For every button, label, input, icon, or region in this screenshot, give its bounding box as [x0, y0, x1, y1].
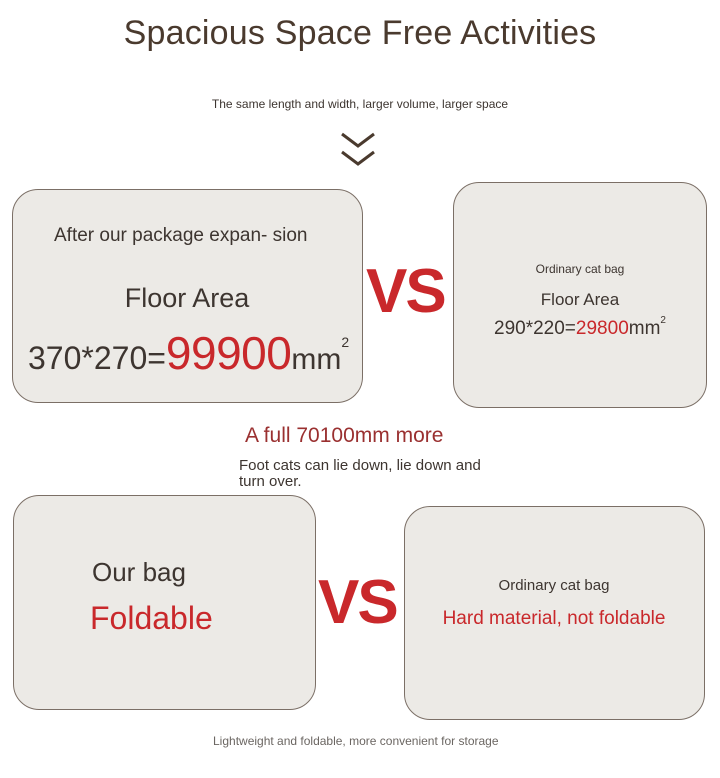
- page-subtitle: The same length and width, larger volume, larger space: [211, 97, 509, 111]
- formula-value: 99900: [165, 327, 292, 379]
- our-bag-floor-area-heading: Floor Area: [124, 283, 250, 313]
- formula-prefix: 290*220=: [494, 318, 576, 339]
- bottom-note: Lightweight and foldable, more convenient for storage: [213, 734, 499, 748]
- double-chevron-down-icon: [338, 130, 378, 172]
- ordinary-bag-hard-feature: Hard material, not foldable: [442, 608, 666, 629]
- formula-prefix: 370*270=: [28, 340, 166, 376]
- ordinary-bag-area-formula: [453, 315, 707, 340]
- formula-superscript: 2: [341, 334, 350, 350]
- difference-note: Foot cats can lie down, lie down and turn over.: [239, 457, 481, 490]
- our-bag-area-formula: [28, 326, 349, 380]
- our-bag-area-caption: After our package expan- sion: [54, 225, 308, 246]
- formula-superscript: 2: [660, 315, 666, 326]
- ordinary-bag-floor-area-heading: Floor Area: [540, 290, 620, 309]
- difference-text: A full 70100mm more: [245, 424, 444, 447]
- vs-label-area: VS: [366, 257, 445, 326]
- ordinary-bag-fold-caption: Ordinary cat bag: [498, 577, 610, 594]
- formula-unit: mm: [628, 318, 661, 339]
- page-title: Spacious Space Free Activities: [123, 14, 597, 52]
- vs-label-fold: VS: [318, 568, 397, 637]
- our-bag-fold-caption: Our bag: [92, 557, 186, 587]
- formula-value: 29800: [575, 318, 629, 339]
- ordinary-bag-area-caption: Ordinary cat bag: [535, 262, 625, 276]
- formula-unit: mm: [291, 343, 342, 376]
- our-bag-foldable-feature: Foldable: [90, 600, 213, 636]
